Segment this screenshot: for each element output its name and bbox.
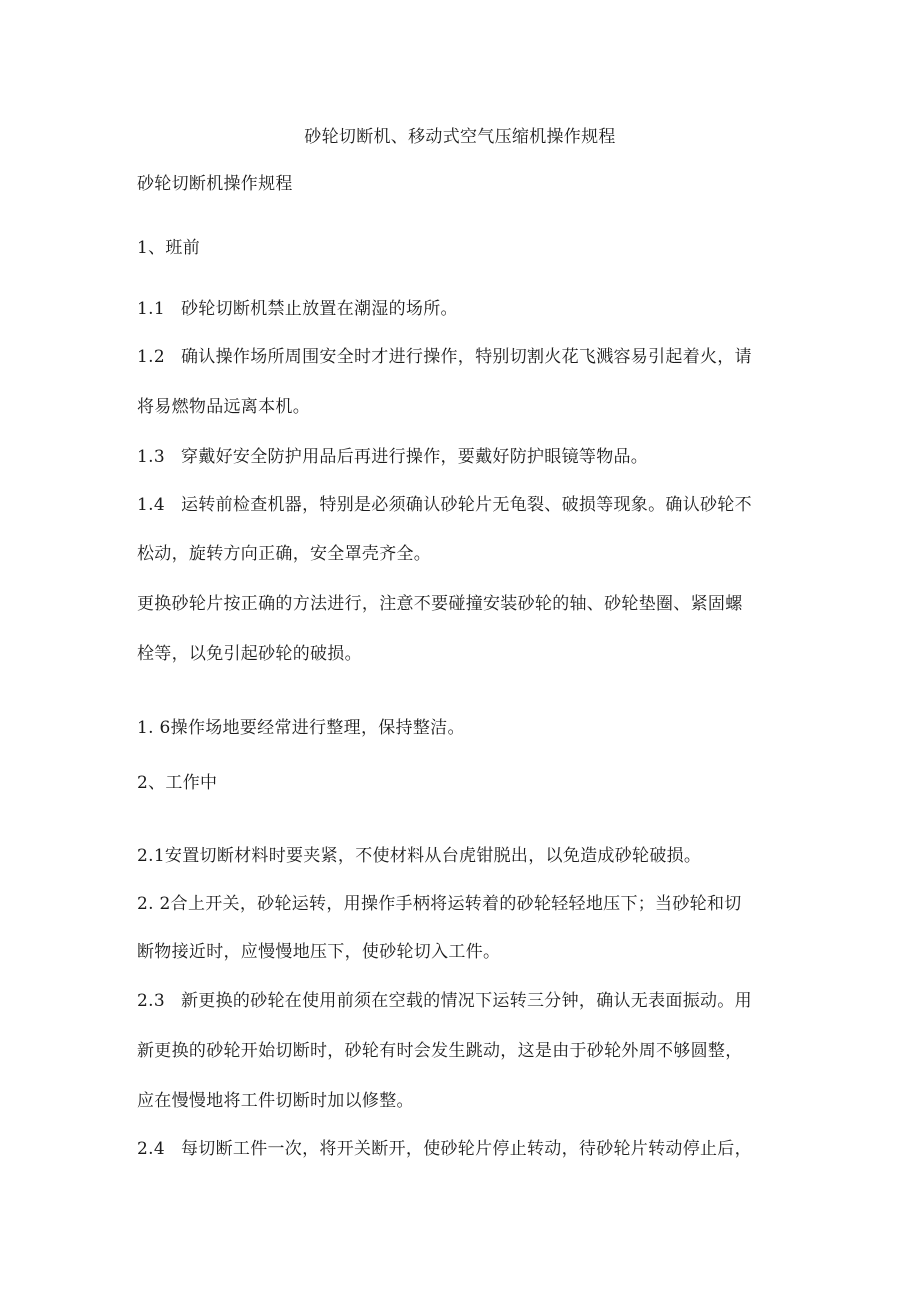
document-title: 砂轮切断机、移动式空气压缩机操作规程: [304, 127, 616, 147]
item-1-4-continued: 松动，旋转方向正确，安全罩壳齐全。: [137, 544, 432, 564]
section-1-heading: 1、班前: [137, 238, 201, 258]
item-1-3: [137, 446, 648, 468]
item-number: 1.3: [137, 447, 165, 467]
item-1-5: 更换砂轮片按正确的方法进行，注意不要碰撞安装砂轮的轴、砂轮垫圈、紧固螺: [137, 594, 743, 614]
item-1-1: [137, 298, 458, 320]
item-2-2-continued: 断物接近时，应慢慢地压下，使砂轮切入工件。: [137, 942, 501, 962]
item-text: 每切断工件一次，将开关断开，使砂轮片停止转动，待砂轮片转动停止后，: [181, 1139, 752, 1159]
item-1-5-continued: 栓等，以免引起砂轮的破损。: [137, 644, 362, 664]
item-text: 砂轮切断机禁止放置在潮湿的场所。: [181, 299, 458, 319]
item-text: 穿戴好安全防护用品后再进行操作，要戴好防护眼镜等物品。: [181, 447, 649, 467]
item-number: 1.1: [137, 299, 165, 319]
item-2-1: 2.1安置切断材料时要夹紧，不使材料从台虎钳脱出，以免造成砂轮破损。: [137, 846, 702, 866]
item-2-4: [137, 1138, 752, 1160]
item-2-3-continued-1: 新更换的砂轮开始切断时，砂轮有时会发生跳动，这是由于砂轮外周不够圆整，: [137, 1041, 743, 1061]
item-number: 1.4: [137, 495, 165, 515]
section-heading: 砂轮切断机操作规程: [137, 174, 293, 194]
item-text: 确认操作场所周围安全时才进行操作，特别切割火花飞溅容易引起着火，请: [181, 347, 752, 367]
item-text: 运转前检查机器，特别是必须确认砂轮片无龟裂、破损等现象。确认砂轮不: [181, 495, 752, 515]
item-1-6: 1. 6操作场地要经常进行整理，保持整洁。: [137, 718, 465, 738]
item-1-4: [137, 494, 752, 516]
item-number: 2.4: [137, 1139, 165, 1159]
item-1-2: [137, 346, 752, 368]
item-2-2: 2. 2合上开关，砂轮运转，用操作手柄将运转着的砂轮轻轻地压下；当砂轮和切: [137, 894, 742, 914]
item-number: 2.3: [137, 991, 165, 1011]
item-2-3: [137, 990, 752, 1012]
item-1-2-continued: 将易燃物品远离本机。: [137, 397, 310, 417]
item-2-3-continued-2: 应在慢慢地将工件切断时加以修整。: [137, 1091, 414, 1111]
item-text: 新更换的砂轮在使用前须在空载的情况下运转三分钟，确认无表面振动。用: [181, 991, 752, 1011]
section-2-heading: 2、工作中: [137, 773, 218, 793]
item-number: 1.2: [137, 347, 165, 367]
